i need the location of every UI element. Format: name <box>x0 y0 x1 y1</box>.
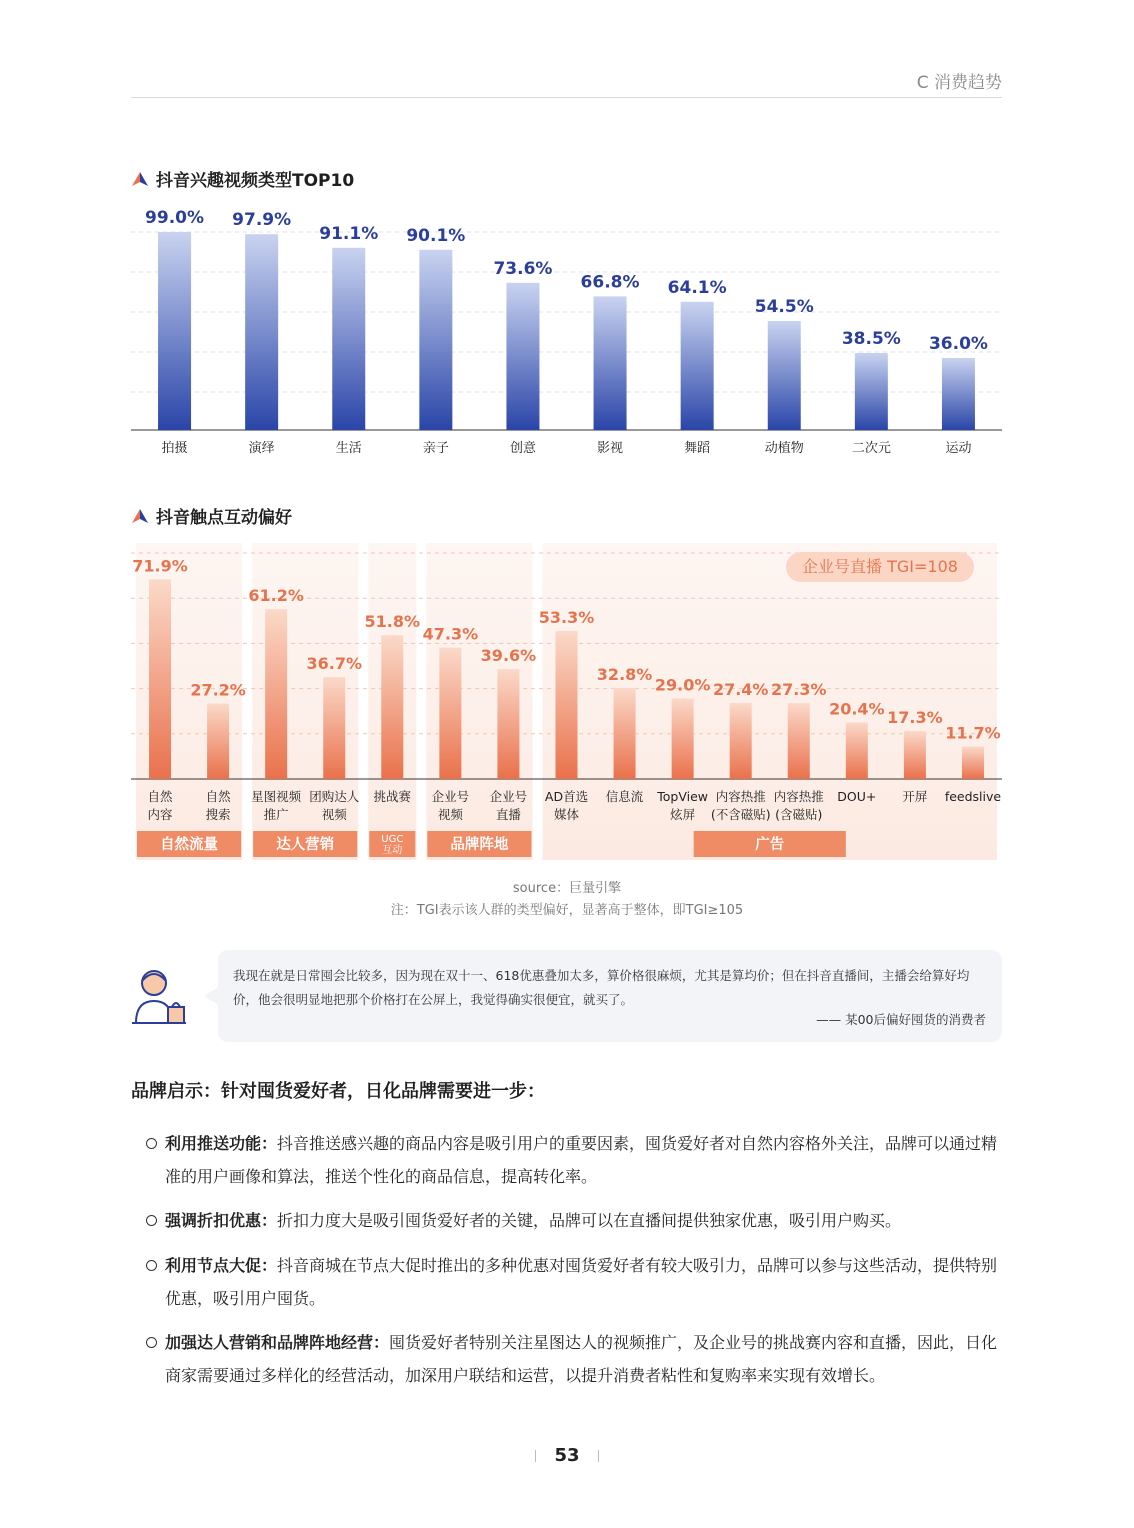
bullet-circle-icon <box>146 1337 157 1348</box>
bar <box>381 635 403 779</box>
insight-item-body: 抖音推送感兴趣的商品内容是吸引用户的重要因素，囤货爱好者对自然内容格外关注，品牌可以通过精准的用户画像和算法，推送个性化的商品信息，提高转化率。 <box>165 1134 998 1186</box>
insight-title: 品牌启示：针对囤货爱好者，日化品牌需要进一步： <box>131 1081 545 1102</box>
category-label: 拍摄 <box>161 441 188 456</box>
bar <box>768 321 801 430</box>
category-label: (不含磁贴) <box>710 807 771 822</box>
category-label: 搜索 <box>205 807 231 822</box>
category-label: 信息流 <box>605 789 644 804</box>
category-label: TopView <box>657 789 709 804</box>
data-label: 29.0% <box>654 675 711 695</box>
category-label: 媒体 <box>553 807 580 822</box>
bar <box>855 353 888 430</box>
insight-item <box>146 1249 1004 1315</box>
category-label: 企业号 <box>431 789 470 804</box>
bar <box>323 677 345 779</box>
bar <box>158 232 191 430</box>
data-label: 53.3% <box>538 608 595 628</box>
insight-item-body: 折扣力度大是吸引囤货爱好者的关键，品牌可以在直播间提供独家优惠，吸引用户购买。 <box>277 1211 902 1230</box>
consumer-avatar-icon <box>128 965 190 1031</box>
bar <box>681 302 714 430</box>
bar <box>149 579 171 779</box>
bar <box>594 296 627 430</box>
category-label: 星图视频 <box>251 789 302 804</box>
quote-attribution: —— 某00后偏好囤货的消费者 <box>816 1012 986 1027</box>
category-label: DOU+ <box>837 789 877 804</box>
bar <box>730 703 752 779</box>
bar <box>207 703 229 779</box>
data-label: 47.3% <box>422 624 479 644</box>
bar <box>265 609 287 779</box>
category-label: 推广 <box>263 807 289 822</box>
data-label: 27.4% <box>712 679 769 699</box>
bullet-circle-icon <box>146 1138 157 1149</box>
group-tag-label: 广告 <box>755 837 785 853</box>
category-label: 视频 <box>437 807 463 822</box>
data-label: 91.1% <box>319 223 379 244</box>
data-label: 61.2% <box>248 586 304 606</box>
bar <box>904 731 926 779</box>
bar <box>788 703 810 779</box>
category-label: 内容热推 <box>773 789 824 804</box>
insight-item-head: 强调折扣优惠： <box>165 1211 278 1230</box>
data-label: 90.1% <box>406 225 466 246</box>
data-label: 51.8% <box>364 612 421 632</box>
chart2-title-text: 抖音触点互动偏好 <box>156 508 292 528</box>
insight-item <box>146 1204 1004 1237</box>
category-label: 视频 <box>321 807 347 822</box>
category-label: 创意 <box>509 441 536 456</box>
source-line: source：巨量引擎 <box>512 881 622 896</box>
data-label: 36.0% <box>928 334 988 354</box>
page-number <box>0 1445 1134 1466</box>
insight-item-body: 囤货爱好者特别关注星图达人的视频推广，及企业号的挑战赛内容和直播，因此，日化商家需要通过多样化的经营活动，加深用户联结和运营，以提升消费者粘性和复购率来实现有效增长。 <box>165 1333 998 1385</box>
insight-item-head: 利用节点大促： <box>165 1256 278 1275</box>
page-number-text: 53 <box>554 1445 580 1466</box>
bar <box>419 250 452 430</box>
bar <box>439 648 461 779</box>
category-label: 自然 <box>205 789 231 804</box>
chart2-title <box>131 503 292 528</box>
chart1-title-text: 抖音兴趣视频类型TOP10 <box>156 171 355 191</box>
bar <box>846 722 868 779</box>
data-label: 97.9% <box>232 210 292 231</box>
bar <box>497 669 519 779</box>
data-label: 71.9% <box>132 556 188 576</box>
group-tag-label: UGC <box>381 834 404 845</box>
category-label: 运动 <box>945 441 972 456</box>
bar <box>556 631 578 779</box>
category-label: 亲子 <box>422 441 449 456</box>
data-label: 11.7% <box>945 723 1001 743</box>
page-number-divider <box>598 1450 599 1462</box>
section-marker-icon <box>131 171 149 187</box>
category-label: (含磁贴) <box>775 807 823 822</box>
tgi-annotation-text: 企业号直播 TGI=108 <box>802 557 958 576</box>
data-label: 39.6% <box>480 646 537 666</box>
data-label: 64.1% <box>667 277 727 298</box>
insight-item <box>146 1127 1004 1193</box>
category-label: 挑战赛 <box>373 789 412 804</box>
data-label: 38.5% <box>841 329 901 349</box>
category-label: 内容热推 <box>715 789 766 804</box>
category-label: 自然 <box>147 789 173 804</box>
insight-item-head: 加强达人营销和品牌阵地经营： <box>165 1333 390 1352</box>
quote-text: 我现在就是日常囤会比较多，因为现在双十一、618优惠叠加太多，算价格很麻烦，尤其是算均价；但在抖音直播间，主播会给算好均价，他会很明显地把那个价格打在公屏上，我觉得确实很便宜，就买了。 <box>233 968 970 1007</box>
category-label: 演绎 <box>248 441 275 456</box>
group-tag-label: 品牌阵地 <box>450 837 509 853</box>
data-label: 17.3% <box>887 707 943 727</box>
bar <box>506 283 539 430</box>
data-label: 27.2% <box>190 680 246 700</box>
category-label: 直播 <box>495 807 521 822</box>
bullet-circle-icon <box>146 1260 157 1271</box>
touchpoint-bar-chart <box>0 535 1134 865</box>
category-label: 企业号 <box>489 789 528 804</box>
bar <box>942 358 975 430</box>
category-label: AD首选 <box>544 789 589 804</box>
data-label: 36.7% <box>306 654 362 674</box>
data-label: 73.6% <box>493 258 553 279</box>
category-label: 生活 <box>335 441 362 456</box>
section-marker-icon <box>131 508 149 524</box>
category-label: 团购达人 <box>309 789 360 804</box>
data-label: 66.8% <box>580 272 640 293</box>
group-tag-label: 达人营销 <box>276 837 335 853</box>
section-header: C 消费趋势 <box>916 73 1002 93</box>
category-label: 开屏 <box>902 789 928 804</box>
note-line: 注：TGI表示该人群的类型偏好，显著高于整体，即TGI≥105 <box>390 903 744 918</box>
group-tag-label: 互动 <box>382 845 403 856</box>
data-label: 20.4% <box>829 699 885 719</box>
data-label: 32.8% <box>596 664 653 684</box>
category-label: 影视 <box>597 441 624 456</box>
category-label: 二次元 <box>851 441 891 456</box>
group-tag-label: 自然流量 <box>160 837 219 853</box>
insight-item-body: 抖音商城在节点大促时推出的多种优惠对囤货爱好者有较大吸引力，品牌可以参与这些活动，提供特别优惠，吸引用户囤货。 <box>165 1256 998 1308</box>
page-number-divider <box>535 1450 536 1462</box>
header-divider <box>131 97 1002 98</box>
data-label: 27.3% <box>771 680 827 700</box>
bar <box>672 698 694 779</box>
category-label: 内容 <box>147 807 173 822</box>
bar <box>962 747 984 779</box>
data-label: 99.0% <box>145 208 205 228</box>
data-label: 54.5% <box>754 297 814 317</box>
category-label: 舞蹈 <box>684 441 711 456</box>
interest-video-bar-chart <box>0 195 1134 465</box>
category-label: 炫屏 <box>670 807 696 822</box>
bullet-circle-icon <box>146 1215 157 1226</box>
category-label: 动植物 <box>764 441 804 456</box>
chart1-title <box>131 166 354 191</box>
bar <box>614 688 636 779</box>
bar <box>245 234 278 430</box>
insight-item-head: 利用推送功能： <box>165 1134 278 1153</box>
category-label: feedslive <box>944 789 1002 804</box>
bar <box>332 248 365 430</box>
insight-item <box>146 1326 1004 1392</box>
